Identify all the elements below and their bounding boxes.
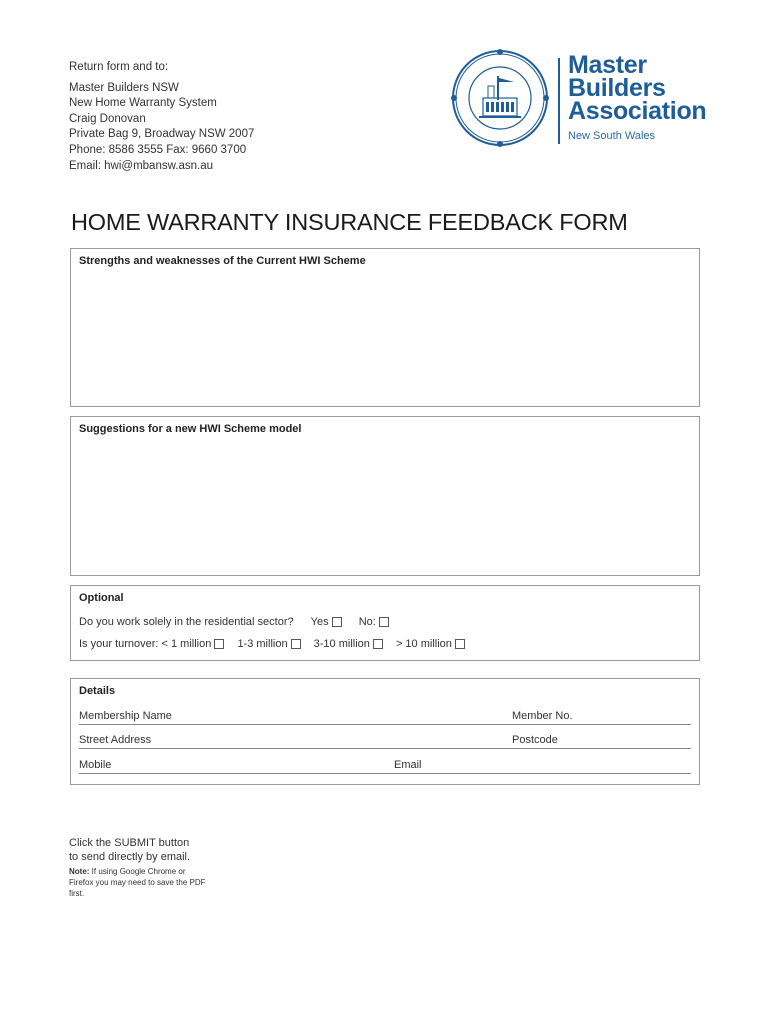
master-builders-logo [450,48,730,158]
return-line-address: Private Bag 9, Broadway NSW 2007 [69,128,255,141]
email-label: Email [394,759,422,771]
optional-heading: Optional [79,592,124,604]
mobile-label: Mobile [79,759,112,771]
logo-state: New South Wales [568,130,656,142]
contact-row[interactable] [79,756,691,774]
postcode-label: Postcode [512,734,558,746]
residential-no-label: No: [358,616,376,628]
turnover-3-10m-checkbox[interactable] [373,639,383,649]
strengths-section [70,248,700,407]
submit-note [69,866,209,899]
logo-word-association: Association [568,97,707,125]
strengths-heading: Strengths and weaknesses of the Current HWI Scheme [79,255,366,267]
submit-line-2: to send directly by email. [69,851,191,863]
logo-wordmark [568,51,707,142]
turnover-over-10m-checkbox[interactable] [455,639,465,649]
member-no-label: Member No. [512,710,573,722]
membership-name-label: Membership Name [79,710,172,722]
submit-line-1: Click the SUBMIT button [69,837,190,849]
logo-word-master: Master [568,51,647,79]
submit-instructions [69,836,190,864]
residential-yes-option [311,616,342,628]
turnover-over-10m-label: > 10 million [395,638,452,650]
submit-note-label: Note: [69,867,90,876]
return-line-email: Email: hwi@mbansw.asn.au [69,159,213,172]
logo-divider [558,58,560,144]
residential-no-option [359,616,389,628]
residential-yes-label: Yes [310,616,329,628]
turnover-3-10m-label: 3-10 million [313,638,370,650]
return-address-block [69,60,254,174]
residential-row [79,616,389,628]
residential-no-checkbox[interactable] [379,617,389,627]
logo-word-builders: Builders [568,74,666,102]
return-line-system: New Home Warranty System [69,97,217,110]
membership-row[interactable] [79,707,691,725]
return-line-phone: Phone: 8586 3555 Fax: 9660 3700 [69,143,247,156]
residential-yes-checkbox[interactable] [332,617,342,627]
turnover-1-3m-label: 1-3 million [237,638,288,650]
street-address-label: Street Address [79,734,152,746]
suggestions-textarea[interactable] [77,441,693,569]
turnover-under-1m-option [79,638,224,650]
turnover-under-1m-checkbox[interactable] [214,639,224,649]
turnover-row [79,638,465,650]
return-heading: Return form and to: [69,61,169,73]
association-seal-icon [450,48,550,148]
details-section [70,678,700,785]
strengths-textarea[interactable] [77,273,693,400]
suggestions-heading: Suggestions for a new HWI Scheme model [79,423,302,435]
details-heading: Details [79,685,116,697]
turnover-question: Is your turnover: < 1 million [79,638,212,650]
turnover-1-3m-checkbox[interactable] [291,639,301,649]
residential-question: Do you work solely in the residential sector? [79,616,294,628]
address-row[interactable] [79,731,691,749]
suggestions-section [70,416,700,576]
return-line-org: Master Builders NSW [69,81,179,94]
turnover-over-10m-option [396,638,465,650]
page-title: HOME WARRANTY INSURANCE FEEDBACK FORM [71,209,628,235]
turnover-3-10m-option [314,638,383,650]
optional-section [70,585,700,661]
submit-note-text: If using Google Chrome or Firefox you may need to save the PDF first. [69,867,206,898]
turnover-1-3m-option [237,638,300,650]
return-line-contact: Craig Donovan [69,112,146,125]
